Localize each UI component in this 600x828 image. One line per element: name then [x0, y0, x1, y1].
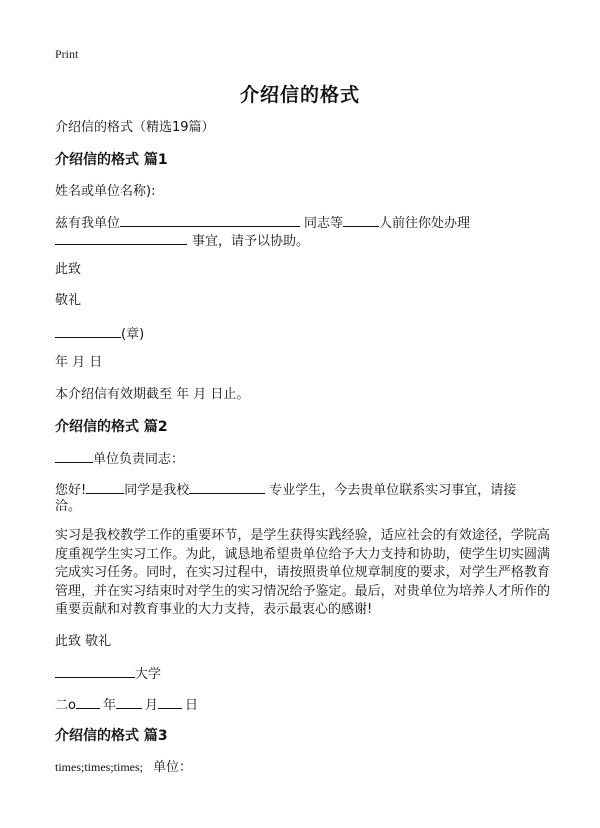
salute: 敬礼	[55, 293, 82, 308]
blank-university	[55, 664, 135, 678]
intro-text-d: 事宜，请予以协助。	[192, 234, 310, 249]
name-line: 姓名或单位名称):	[55, 184, 156, 199]
hello-text-b: 同学是我校	[124, 483, 190, 498]
validity-line: 本介绍信有效期截至 年 月 日止。	[55, 387, 250, 402]
recipient-text: 单位负责同志：	[93, 452, 185, 467]
greeting: 此致	[55, 262, 82, 277]
times-text: times;times;times;	[55, 760, 143, 774]
blank-unit	[120, 213, 300, 227]
blank-count	[343, 213, 379, 227]
section3-line	[55, 758, 192, 777]
date-line: 年 月 日	[55, 355, 103, 370]
blank-year	[76, 695, 100, 709]
blank-major	[189, 480, 265, 494]
blank-month	[116, 695, 142, 709]
hello-line-2: 洽。	[55, 499, 82, 514]
intro-text-a: 兹有我单位	[55, 216, 121, 231]
seal-text: (章)	[121, 327, 145, 342]
blank-signer	[55, 324, 121, 338]
intro-line-1	[55, 213, 470, 233]
recipient-line	[55, 449, 184, 469]
section-heading-2: 介绍信的格式 篇2	[55, 419, 168, 435]
blank-unit-2	[55, 449, 93, 463]
hello-text-a: 您好!	[55, 483, 87, 498]
blank-student	[86, 480, 124, 494]
blank-matter	[55, 231, 187, 245]
day-label: 日	[185, 698, 199, 713]
intro-line-2	[55, 231, 309, 251]
date-line-2	[55, 695, 198, 715]
section-heading-1: 介绍信的格式 篇1	[55, 152, 168, 168]
body-paragraph: 实习是我校教学工作的重要环节，是学生获得实践经验，适应社会的有效途径，学院高度重视学生实习工作。为此，诚恳地希望贵单位给予大力支持和协助，使学生切实圆满完成实习任务。同时，在实习过程中，请按照贵单位规章制度的要求，对学生严格教育管理，并在实习结束时对学生的实习情况给予鉴定。最后，对贵单位为培养人才所作的重要贡献和对教育事业的大力支持，表示最衷心的感谢!	[55, 528, 550, 617]
hello-text-c: 专业学生，今去贵单位联系实习事宜，请接	[269, 483, 517, 498]
university-line	[55, 664, 161, 684]
closing-line: 此致 敬礼	[55, 634, 112, 649]
document-title: 介绍信的格式	[239, 84, 360, 106]
unit-label: 单位：	[153, 760, 193, 775]
document-subtitle: 介绍信的格式（精选19篇）	[55, 120, 215, 135]
intro-text-c: 人前往你处办理	[379, 216, 471, 231]
blank-day	[158, 695, 182, 709]
university-text: 大学	[135, 667, 162, 682]
seal-line	[55, 324, 144, 344]
hello-line-1	[55, 480, 516, 500]
year-label: 年	[102, 698, 116, 713]
print-label[interactable]: Print	[55, 47, 79, 61]
month-label: 月	[144, 698, 158, 713]
section-heading-3: 介绍信的格式 篇3	[55, 728, 168, 744]
date-prefix: 二o	[55, 698, 76, 713]
intro-text-b: 同志等	[304, 216, 344, 231]
